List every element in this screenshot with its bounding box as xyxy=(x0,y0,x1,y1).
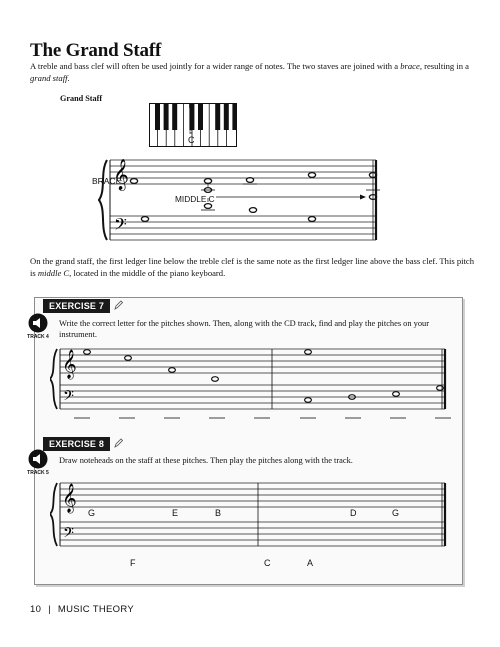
exercise-8-staff xyxy=(50,478,462,556)
bass-clef-icon: 𝄢 xyxy=(63,525,74,544)
treble-clef-icon: 𝄞 xyxy=(62,350,77,378)
page-number: 10 xyxy=(30,604,42,615)
track-4-label: TRACK 4 xyxy=(27,334,49,340)
footer-separator: | xyxy=(48,604,51,615)
bass-clef-icon: 𝄢 xyxy=(63,388,74,407)
middle-c-label: MIDDLE C xyxy=(175,194,215,204)
bass-note-letter: C xyxy=(264,558,271,568)
treble-note-letter: G xyxy=(88,508,96,518)
page-footer xyxy=(30,604,134,615)
exercise-7-instructions: Write the correct letter for the pitches shown. Then, along with the CD track, find and play the pitches on your instrument. xyxy=(59,319,429,339)
keyboard-middle-label xyxy=(187,105,195,136)
footer-section: MUSIC THEORY xyxy=(57,604,134,615)
audio-track-icon xyxy=(27,449,51,471)
middle-vertical-text: MIDDLE xyxy=(188,104,194,137)
intro-paragraph: A treble and bass clef will often be used jointly for a wider range of notes. The two staves are joined with a brace, resulting in a grand staff. xyxy=(30,61,469,83)
exercise-7-title: EXERCISE 7 xyxy=(43,299,110,313)
middle-c-paragraph: On the grand staff, the first ledger line below the treble clef is the same note as the first ledger line above the bass clef. This pitch is middle C, located in the middle of the piano keyboard. xyxy=(30,256,475,278)
track-5-label: TRACK 5 xyxy=(27,470,49,476)
treble-note-letter: B xyxy=(215,508,222,518)
bass-note-letter: A xyxy=(307,558,314,568)
exercise-8-instructions: Draw noteheads on the staff at these pitches. Then play the pitches along with the track. xyxy=(59,456,353,465)
brace-label: BRACE xyxy=(92,176,122,186)
treble-note-letter: E xyxy=(172,508,179,518)
pencil-icon xyxy=(113,300,123,311)
treble-note-letter: D xyxy=(350,508,357,518)
bass-note-letter: F xyxy=(130,558,136,568)
treble-note-letter: G xyxy=(392,508,400,518)
figure-label: Grand Staff xyxy=(60,94,103,103)
keyboard-c-label: C xyxy=(188,135,195,145)
grand-staff-figure xyxy=(90,150,400,250)
exercise-7-staff xyxy=(50,342,462,426)
treble-clef-icon: 𝄞 xyxy=(113,159,129,189)
audio-track-icon xyxy=(27,313,51,335)
bass-clef-icon: 𝄢 xyxy=(114,216,127,238)
exercise-8-title: EXERCISE 8 xyxy=(43,437,110,451)
page-title: The Grand Staff xyxy=(30,40,162,61)
treble-clef-icon: 𝄞 xyxy=(62,484,77,512)
pencil-icon xyxy=(113,438,123,449)
